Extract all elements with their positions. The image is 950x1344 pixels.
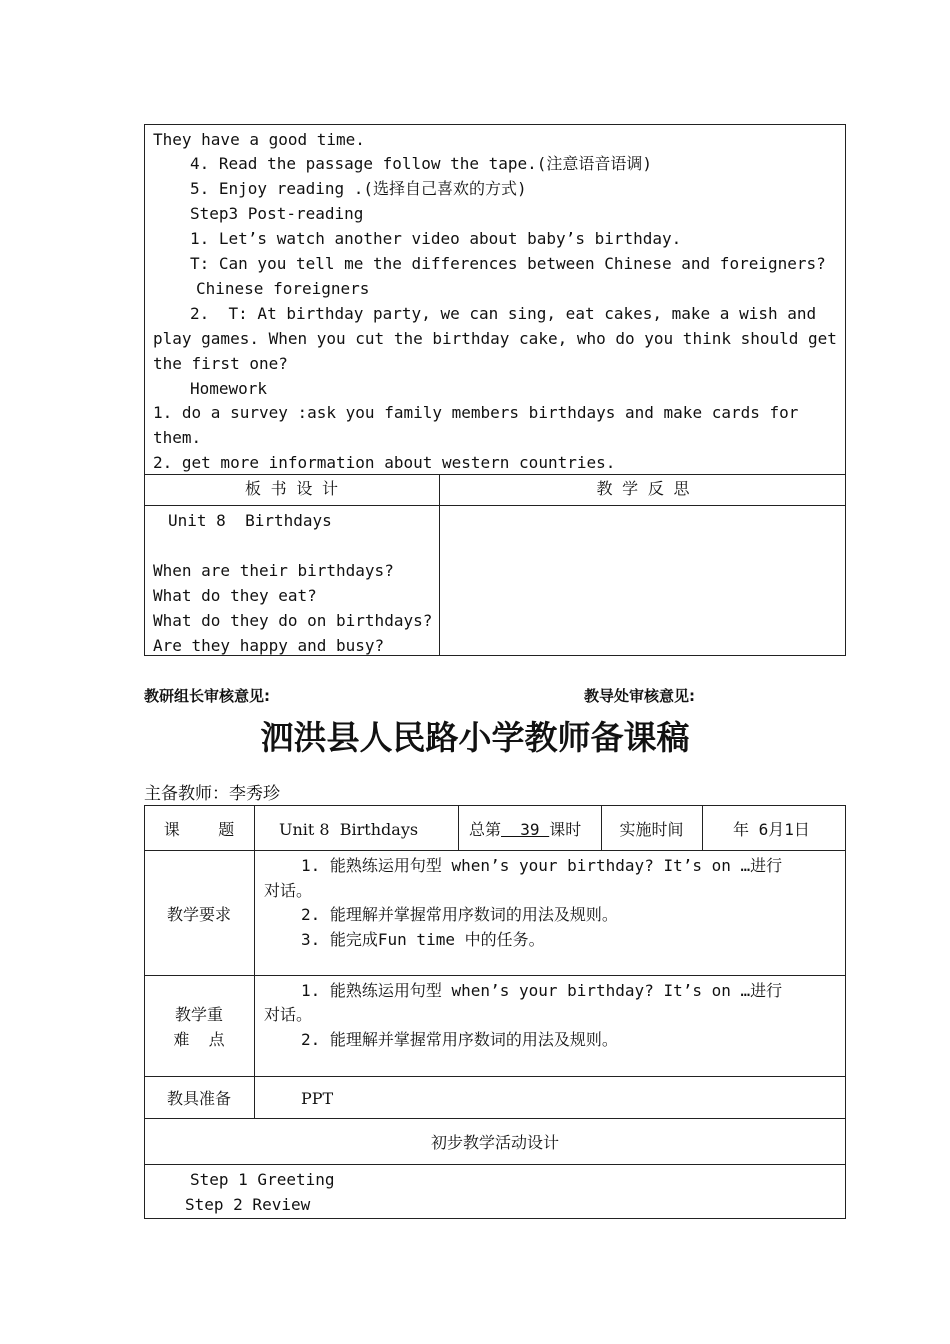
step-line: Step 1 Greeting <box>190 1170 335 1189</box>
header-cell-divider <box>702 805 703 850</box>
topic-value: Unit 8 Birthdays <box>279 820 419 839</box>
lesson-count <box>469 820 581 840</box>
header-cell-divider <box>458 805 459 850</box>
row-divider <box>144 1164 846 1165</box>
activity-design-header: 初步教学活动设计 <box>430 1133 559 1152</box>
date-label: 实施时间 <box>619 820 684 839</box>
key-points-label: 教学重 <box>174 1005 223 1024</box>
key-point-line: 1. 能熟练运用句型 when’s your birthday? It’s on …进行 <box>301 981 783 1000</box>
requirement-line: 3. 能完成Fun time 中的任务。 <box>301 930 545 949</box>
divider-board-header <box>144 474 846 475</box>
office-review-label: 教导处审核意见: <box>584 687 695 705</box>
board-line: When are their birthdays? <box>153 561 394 580</box>
tools-value: PPT <box>301 1089 334 1108</box>
topic-label: 课 题 <box>163 820 235 839</box>
passage-line: 5. Enjoy reading .(选择自己喜欢的方式) <box>190 179 527 198</box>
requirement-line: 2. 能理解并掌握常用序数词的用法及规则。 <box>301 905 618 924</box>
key-point-line: 2. 能理解并掌握常用序数词的用法及规则。 <box>301 1030 618 1049</box>
lesson-count-prefix: 总第 <box>469 820 502 839</box>
group-leader-review-label: 教研组长审核意见: <box>144 687 270 705</box>
lead-teacher: 主备教师：李秀珍 <box>144 784 280 804</box>
board-design-header: 板 书 设 计 <box>245 479 338 498</box>
label-column-divider <box>254 805 255 1118</box>
passage-line: the first one? <box>153 354 288 373</box>
passage-line: Homework <box>190 379 268 398</box>
passage-line: Chinese foreigners <box>196 279 370 298</box>
requirement-line: 对话。 <box>264 881 313 900</box>
passage-line: 1. Let’s watch another video about baby’s birthday. <box>190 229 682 248</box>
tools-label: 教具准备 <box>166 1089 231 1108</box>
board-line: What do they eat? <box>153 586 317 605</box>
board-line: Unit 8 Birthdays <box>168 511 332 530</box>
divider-board-columns <box>439 474 440 656</box>
passage-line: They have a good time. <box>153 130 365 149</box>
date-value: 年 6月1日 <box>733 820 810 839</box>
requirement-line: 1. 能熟练运用句型 when’s your birthday? It’s on …进行 <box>301 856 783 875</box>
passage-line: 2. T: At birthday party, we can sing, eat cakes, make a wish and <box>190 304 817 323</box>
passage-line: 1. do a survey :ask you family members birthdays and make cards for <box>153 403 799 422</box>
requirements-label: 教学要求 <box>166 905 231 924</box>
step-line: Step 2 Review <box>185 1195 311 1214</box>
passage-line: Step3 Post-reading <box>190 204 364 223</box>
teaching-reflection-header: 教 学 反 思 <box>596 479 690 498</box>
passage-line: T: Can you tell me the differences between Chinese and foreigners? <box>190 254 826 273</box>
passage-line: 2. get more information about western countries. <box>153 453 616 472</box>
lesson-count-suffix: 课时 <box>549 820 582 839</box>
row-divider <box>144 1076 846 1077</box>
row-divider <box>144 975 846 976</box>
page-title: 泗洪县人民路小学教师备课稿 <box>260 718 690 757</box>
divider-board-body <box>144 505 846 506</box>
passage-line: 4. Read the passage follow the tape.(注意语音语调) <box>190 154 653 173</box>
key-points-label: 难 点 <box>173 1030 225 1049</box>
row-divider <box>144 1118 846 1119</box>
passage-line: play games. When you cut the birthday cake, who do you think should get <box>153 329 837 348</box>
board-line: Are they happy and busy? <box>153 636 385 655</box>
row-divider <box>144 850 846 851</box>
board-line: What do they do on birthdays? <box>153 611 433 630</box>
passage-line: them. <box>153 428 202 447</box>
lesson-count-number: 39 <box>501 820 550 839</box>
key-point-line: 对话。 <box>264 1005 313 1024</box>
